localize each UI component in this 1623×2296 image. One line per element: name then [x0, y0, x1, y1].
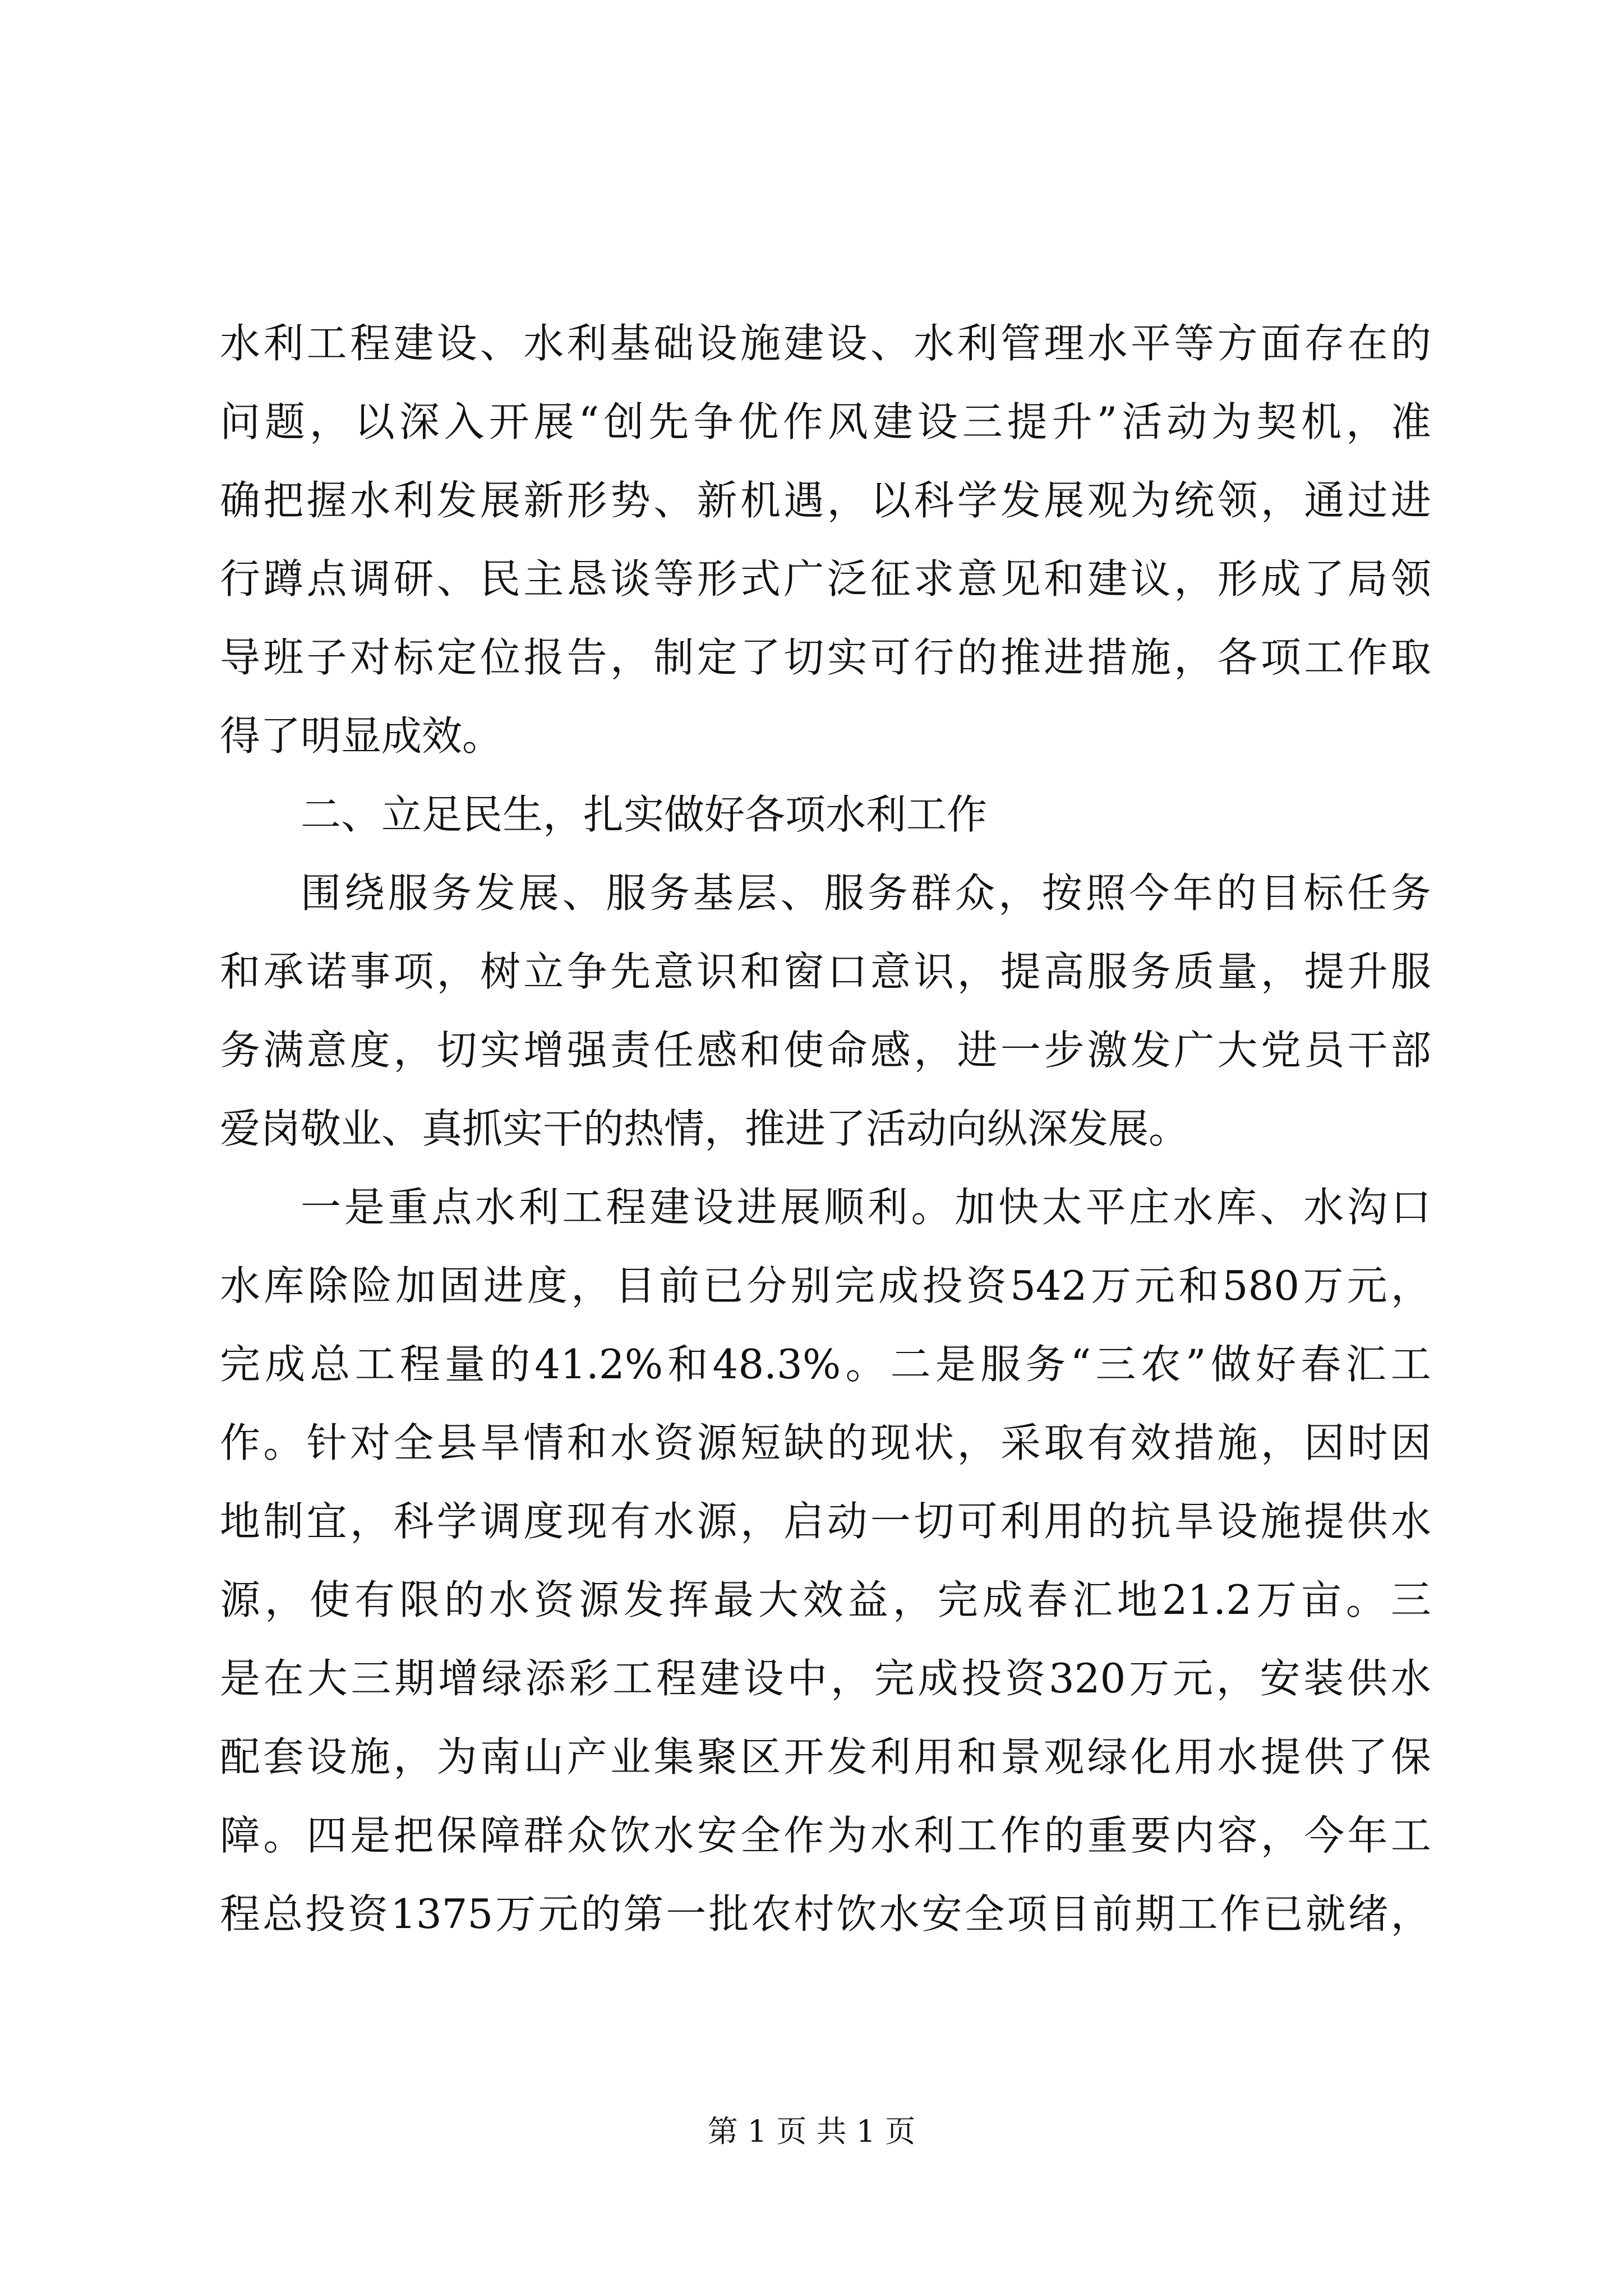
text-line: 行 蹲 点 调 研 、 民 主 恳 谈 等 形 式 广 泛 征 求 意 见 和 建 议 ， 形 成 了 局 领 — [220, 555, 1431, 602]
text-line: 障 。 四 是 把 保 障 群 众 饮 水 安 全 作 为 水 利 工 作 的 重 要 内 容 ， 今 年 工 — [220, 1812, 1431, 1859]
text-line: 地 制 宜 ， 科 学 调 度 现 有 水 源 ， 启 动 一 切 可 利 用 的 抗 旱 设 施 提 供 水 — [220, 1498, 1431, 1545]
text-line: 确 把 握 水 利 发 展 新 形 势 、 新 机 遇 ， 以 科 学 发 展 观 为 统 领 ， 通 过 进 — [220, 477, 1431, 524]
text-line: 源 ， 使 有 限 的 水 资 源 发 挥 最 大 效 益 ， 完 成 春 汇 地 21.2 万 亩 。 三 — [220, 1576, 1431, 1623]
text-line: 导 班 子 对 标 定 位 报 告 ， 制 定 了 切 实 可 行 的 推 进 措 施 ， 各 项 工 作 取 — [220, 634, 1431, 681]
text-line: 务 满 意 度 ， 切 实 增 强 责 任 感 和 使 命 感 ， 进 一 步 激 发 广 大 党 员 干 部 — [220, 1027, 1431, 1074]
text-line: 水 利 工 程 建 设 、 水 利 基 础 设 施 建 设 、 水 利 管 理 水 平 等 方 面 存 在 的 — [220, 320, 1431, 367]
text-line: 程 总 投 资 1375 万 元 的 第 一 批 农 村 饮 水 安 全 项 目 前 期 工 作 已 就 绪 ， — [220, 1890, 1431, 1938]
text-line: 得了明显成效。 — [220, 712, 503, 760]
text-line: 和 承 诺 事 项 ， 树 立 争 先 意 识 和 窗 口 意 识 ， 提 高 服 务 质 量 ， 提 升 服 — [220, 948, 1431, 995]
text-line: 一 是 重 点 水 利 工 程 建 设 进 展 顺 利 。 加 快 太 平 庄 水 库 、 水 沟 口 — [301, 1184, 1431, 1231]
text-line: 完 成 总 工 程 量 的 41.2% 和 48.3% 。 二 是 服 务 “ 三 农 ” 做 好 春 汇 工 — [220, 1341, 1431, 1388]
text-line: 水 库 除 险 加 固 进 度 ， 目 前 已 分 别 完 成 投 资 542 万 元 和 580 万 元 ， — [220, 1262, 1431, 1309]
text-line: 配 套 设 施 ， 为 南 山 产 业 集 聚 区 开 发 利 用 和 景 观 绿 化 用 水 提 供 了 保 — [220, 1733, 1431, 1780]
text-line: 作 。 针 对 全 县 旱 情 和 水 资 源 短 缺 的 现 状 ， 采 取 有 效 措 施 ， 因 时 因 — [220, 1419, 1431, 1466]
text-line: 问 题 ， 以 深 入 开 展 “ 创 先 争 优 作 风 建 设 三 提 升 ” 活 动 为 契 机 ， 准 — [220, 398, 1431, 445]
page-footer: 第 1 页 共 1 页 — [707, 2114, 916, 2149]
text-line: 是 在 大 三 期 增 绿 添 彩 工 程 建 设 中 ， 完 成 投 资 320 万 元 ， 安 装 供 水 — [220, 1655, 1431, 1702]
text-line: 爱岗敬业、真抓实干的热情，推进了活动向纵深发展。 — [220, 1105, 1189, 1152]
text-line: 围 绕 服 务 发 展 、 服 务 基 层 、 服 务 群 众 ， 按 照 今 年 的 目 标 任 务 — [301, 869, 1431, 917]
section-heading: 二、立足民生，扎实做好各项水利工作 — [301, 791, 988, 838]
